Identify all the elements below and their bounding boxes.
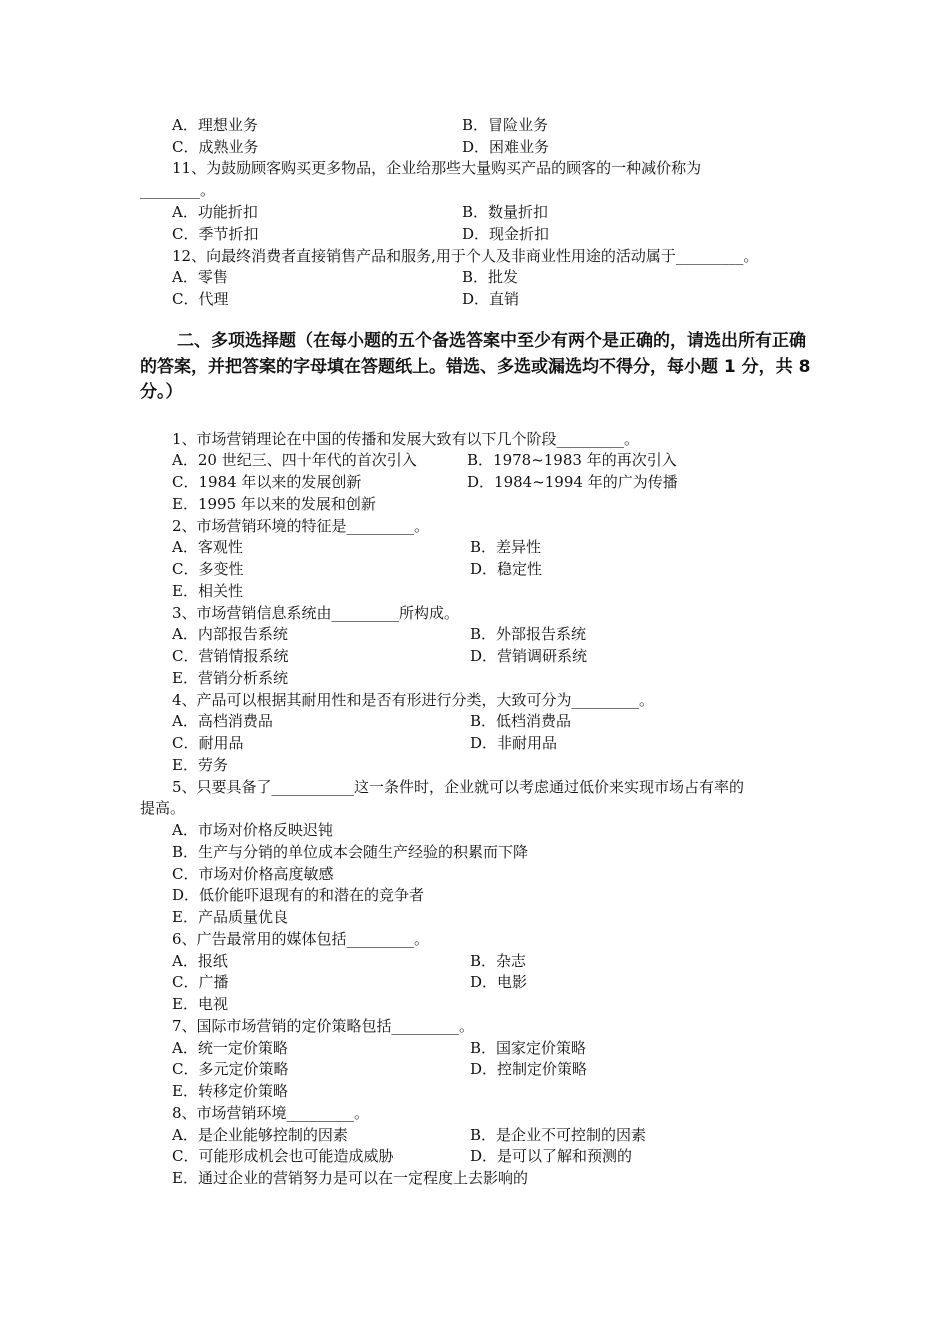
option-a: A．理想业务	[172, 116, 258, 134]
option-b: B．杂志	[470, 952, 527, 970]
option-b: B．数量折扣	[462, 203, 549, 221]
option-d: D．直销	[462, 290, 520, 308]
option-d: D．低价能吓退现有的和潜在的竞争者	[172, 886, 425, 904]
option-b: B．差异性	[470, 538, 542, 556]
option-c: C．市场对价格高度敏感	[172, 865, 334, 883]
option-e: E．营销分析系统	[172, 669, 288, 687]
option-a: A．市场对价格反映迟钝	[172, 821, 333, 839]
option-d: D．控制定价策略	[470, 1060, 588, 1078]
option-d: D．困难业务	[462, 138, 550, 156]
option-d: D．1984~1994 年的广为传播	[467, 473, 678, 491]
question-stem: 5、只要具备了___________这一条件时，企业就可以考虑通过低价来实现市场占有率的	[172, 778, 745, 796]
option-c: C．季节折扣	[172, 225, 259, 243]
option-c: C．多变性	[172, 560, 244, 578]
option-c: C．多元定价策略	[172, 1060, 289, 1078]
option-a: A．客观性	[172, 538, 243, 556]
option-b: B．批发	[462, 268, 519, 286]
option-e: E．转移定价策略	[172, 1082, 288, 1100]
question-stem: 4、产品可以根据其耐用性和是否有形进行分类，大致可分为_________。	[172, 691, 655, 709]
option-c: C．耐用品	[172, 734, 244, 752]
question-stem: 3、市场营销信息系统由_________所构成。	[172, 604, 460, 622]
option-a: A．零售	[172, 268, 228, 286]
option-a: A．高档消费品	[172, 712, 273, 730]
question-stem: 1、市场营销理论在中国的传播和发展大致有以下几个阶段_________。	[172, 430, 640, 448]
section-heading: 二、多项选择题（在每小题的五个备选答案中至少有两个是正确的，请选出所有正确的答案，并把答案的字母填在答题纸上。错选、多选或漏选均不得分，每小题 1 分，共 8 分。）	[140, 331, 811, 402]
option-e: E．电视	[172, 995, 228, 1013]
option-a: A．报纸	[172, 952, 228, 970]
option-e: E．产品质量优良	[172, 908, 288, 926]
question-stem-cont: 提高。	[140, 799, 186, 817]
option-a: A．统一定价策略	[172, 1039, 288, 1057]
option-d: D．现金折扣	[462, 225, 550, 243]
option-e: E．通过企业的营销努力是可以在一定程度上去影响的	[172, 1169, 528, 1187]
option-a: A．20 世纪三、四十年代的首次引入	[172, 451, 417, 469]
option-b: B．外部报告系统	[470, 625, 587, 643]
option-e: E．劳务	[172, 756, 228, 774]
option-c: C．代理	[172, 290, 229, 308]
question-stem: 7、国际市场营销的定价策略包括_________。	[172, 1017, 475, 1035]
option-c: C．1984 年以来的发展创新	[172, 473, 362, 491]
question-stem: 2、市场营销环境的特征是_________。	[172, 517, 430, 535]
question-12-stem: 12、向最终消费者直接销售产品和服务,用于个人及非商业性用途的活动属于_________。	[172, 247, 759, 265]
option-c: C．可能形成机会也可能造成威胁	[172, 1147, 394, 1165]
option-c: C．营销情报系统	[172, 647, 289, 665]
option-e: E．1995 年以来的发展和创新	[172, 495, 376, 513]
option-e: E．相关性	[172, 582, 243, 600]
option-b: B．生产与分销的单位成本会随生产经验的积累而下降	[172, 843, 529, 861]
option-b: B．低档消费品	[470, 712, 572, 730]
option-a: A．功能折扣	[172, 203, 258, 221]
option-b: B．是企业不可控制的因素	[470, 1126, 647, 1144]
option-c: C．广播	[172, 973, 229, 991]
question-11-stem: 11、为鼓励顾客购买更多物品，企业给那些大量购买产品的顾客的一种减价称为	[172, 159, 702, 177]
option-c: C．成熟业务	[172, 138, 259, 156]
question-stem: 8、市场营销环境_________。	[172, 1104, 370, 1122]
option-b: B．1978~1983 年的再次引入	[467, 451, 677, 469]
option-b: B．冒险业务	[462, 116, 549, 134]
option-d: D．是可以了解和预测的	[470, 1147, 633, 1165]
option-d: D．电影	[470, 973, 528, 991]
option-b: B．国家定价策略	[470, 1039, 587, 1057]
option-d: D．稳定性	[470, 560, 543, 578]
option-d: D．非耐用品	[470, 734, 558, 752]
question-stem: 6、广告最常用的媒体包括_________。	[172, 930, 430, 948]
question-11-stem-cont: ________。	[140, 181, 216, 199]
option-a: A．是企业能够控制的因素	[172, 1126, 348, 1144]
option-d: D．营销调研系统	[470, 647, 588, 665]
option-a: A．内部报告系统	[172, 625, 288, 643]
